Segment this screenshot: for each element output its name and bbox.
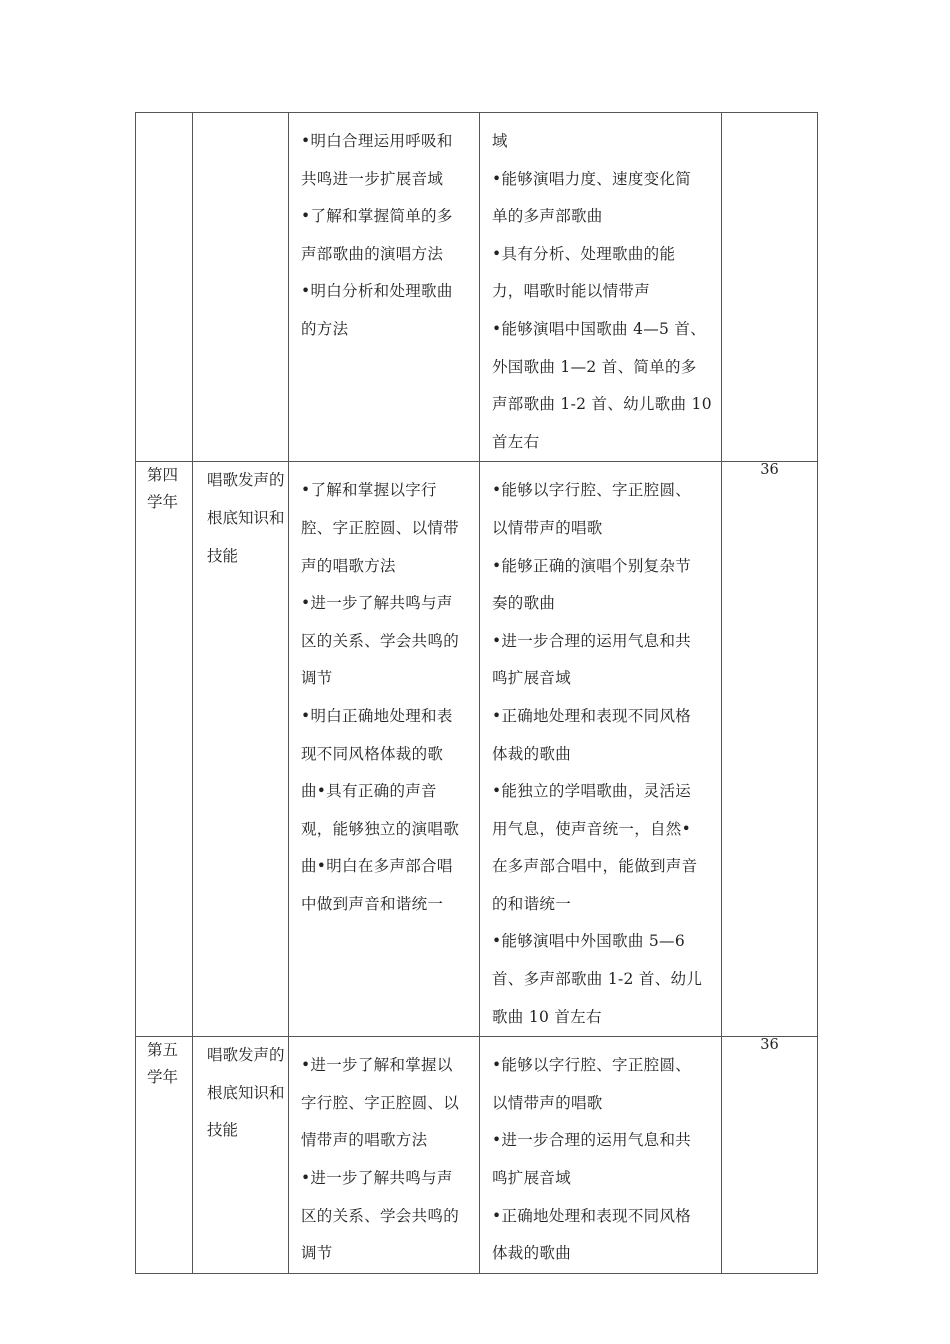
- cell-text-line: 体裁的歌曲: [492, 744, 572, 763]
- cell-text-line: •进一步了解共鸣与声: [301, 1169, 453, 1188]
- cell-text-line: 的根底知: [207, 471, 285, 527]
- cell-text-line: •了解和掌握以字行: [301, 481, 437, 500]
- cell-text-line: •明白分析和处理歌曲: [301, 282, 453, 301]
- cell-text-line: 唱歌发声: [207, 471, 270, 490]
- topic-cell: [193, 462, 289, 1037]
- cell-text-line: 字行腔、字正腔圆、以: [301, 1093, 460, 1112]
- skills-cell: [480, 1037, 722, 1274]
- cell-text-line: 歌曲 10 首左右: [492, 1007, 602, 1026]
- cell-text-line: 曲•具有正确的声音: [301, 782, 437, 801]
- topic-cell: [193, 113, 289, 462]
- cell-text-line: 现不同风格体裁的歌: [301, 744, 444, 763]
- cell-text-line: 的方法: [301, 319, 349, 338]
- cell-text-line: 体裁的歌曲: [492, 1244, 572, 1263]
- knowledge-cell: [289, 1037, 480, 1274]
- cell-text-line: •进一步合理的运用气息和共: [492, 1131, 692, 1150]
- year-cell: [136, 1037, 193, 1274]
- cell-text-line: 以情带声的唱歌: [492, 518, 603, 537]
- cell-text-line: 力，唱歌时能以情带声: [492, 282, 651, 301]
- cell-text-line: •能够正确的演唱个别复杂节: [492, 556, 692, 575]
- cell-text-line: 首、多声部歌曲 1-2 首、幼儿: [492, 970, 703, 989]
- knowledge-cell: [289, 113, 480, 462]
- hours-cell: 36: [722, 1037, 818, 1274]
- table-row: [136, 462, 818, 1037]
- cell-text-line: 共鸣进一步扩展音域: [301, 169, 444, 188]
- cell-text-line: 区的关系、学会共鸣的: [301, 1206, 460, 1225]
- year-cell: [136, 113, 193, 462]
- knowledge-cell: [289, 462, 480, 1037]
- cell-text-line: 声部歌曲的演唱方法: [301, 244, 444, 263]
- cell-text-line: •具有分析、处理歌曲的能: [492, 244, 676, 263]
- cell-text-line: •进一步了解和掌握以: [301, 1056, 453, 1075]
- cell-text-line: •能够以字行腔、字正腔圆、: [492, 1056, 692, 1075]
- topic-cell: [193, 1037, 289, 1274]
- cell-text-line: •明白正确地处理和表: [301, 706, 453, 725]
- cell-text-line: •明白合理运用呼吸和: [301, 132, 453, 150]
- cell-text-line: 学年: [147, 1068, 179, 1087]
- curriculum-table: [135, 112, 818, 1274]
- cell-text-line: •能够演唱中国歌曲 4—5 首、: [492, 319, 707, 338]
- cell-text-line: •进一步了解共鸣与声: [301, 594, 453, 613]
- cell-text-line: 第五: [147, 1041, 179, 1060]
- cell-text-line: •正确地处理和表现不同风格: [492, 1206, 692, 1225]
- cell-text-line: •能够以字行腔、字正腔圆、: [492, 481, 692, 500]
- cell-text-line: •能够演唱力度、速度变化简: [492, 169, 692, 188]
- cell-text-line: 声的唱歌方法: [301, 556, 396, 575]
- table-row: [136, 1037, 818, 1274]
- cell-text-line: 学年: [147, 493, 179, 512]
- cell-text-line: 观，能够独立的演唱歌: [301, 819, 460, 838]
- cell-text-line: 以情带声的唱歌: [492, 1093, 603, 1112]
- cell-text-line: 情带声的唱歌方法: [301, 1131, 428, 1150]
- skills-cell: [480, 462, 722, 1037]
- cell-text-line: 用气息，使声音统一，自然•: [492, 819, 692, 838]
- hours-cell: 36: [722, 462, 818, 1037]
- cell-text-line: 单的多声部歌曲: [492, 207, 603, 226]
- cell-text-line: 域: [492, 132, 508, 150]
- cell-text-line: 的根底知: [207, 1046, 285, 1102]
- cell-text-line: 声部歌曲 1-2 首、幼儿歌曲 10: [492, 395, 712, 414]
- cell-text-line: 奏的歌曲: [492, 594, 556, 613]
- cell-text-line: 中做到声音和谐统一: [301, 894, 444, 913]
- cell-text-line: 区的关系、学会共鸣的: [301, 631, 460, 650]
- cell-text-line: •正确地处理和表现不同风格: [492, 706, 692, 725]
- cell-text-line: •能够演唱中外国歌曲 5—6: [492, 932, 685, 951]
- skills-cell: [480, 113, 722, 462]
- cell-text-line: 调节: [301, 669, 333, 688]
- cell-text-line: 首左右: [492, 432, 540, 451]
- cell-text-line: 唱歌发声: [207, 1046, 270, 1065]
- cell-text-line: 在多声部合唱中，能做到声音: [492, 857, 698, 876]
- cell-text-line: 外国歌曲 1—2 首、简单的多: [492, 357, 697, 376]
- table-row: [136, 113, 818, 462]
- cell-text-line: 鸣扩展音域: [492, 669, 572, 688]
- cell-text-line: 曲•明白在多声部合唱: [301, 857, 453, 876]
- cell-text-line: 鸣扩展音域: [492, 1169, 572, 1188]
- cell-text-line: •了解和掌握简单的多: [301, 207, 453, 226]
- cell-text-line: 的和谐统一: [492, 894, 572, 913]
- cell-text-line: •进一步合理的运用气息和共: [492, 631, 692, 650]
- cell-text-line: 调节: [301, 1244, 333, 1263]
- cell-text-line: 腔、字正腔圆、以情带: [301, 518, 460, 537]
- curriculum-table-body: [136, 113, 818, 1274]
- cell-text-line: 识和技能: [207, 508, 285, 565]
- cell-text-line: •能独立的学唱歌曲，灵活运: [492, 782, 692, 801]
- cell-text-line: 识和技能: [207, 1083, 285, 1140]
- hours-cell: [722, 113, 818, 462]
- cell-text-line: 第四: [147, 466, 179, 485]
- year-cell: [136, 462, 193, 1037]
